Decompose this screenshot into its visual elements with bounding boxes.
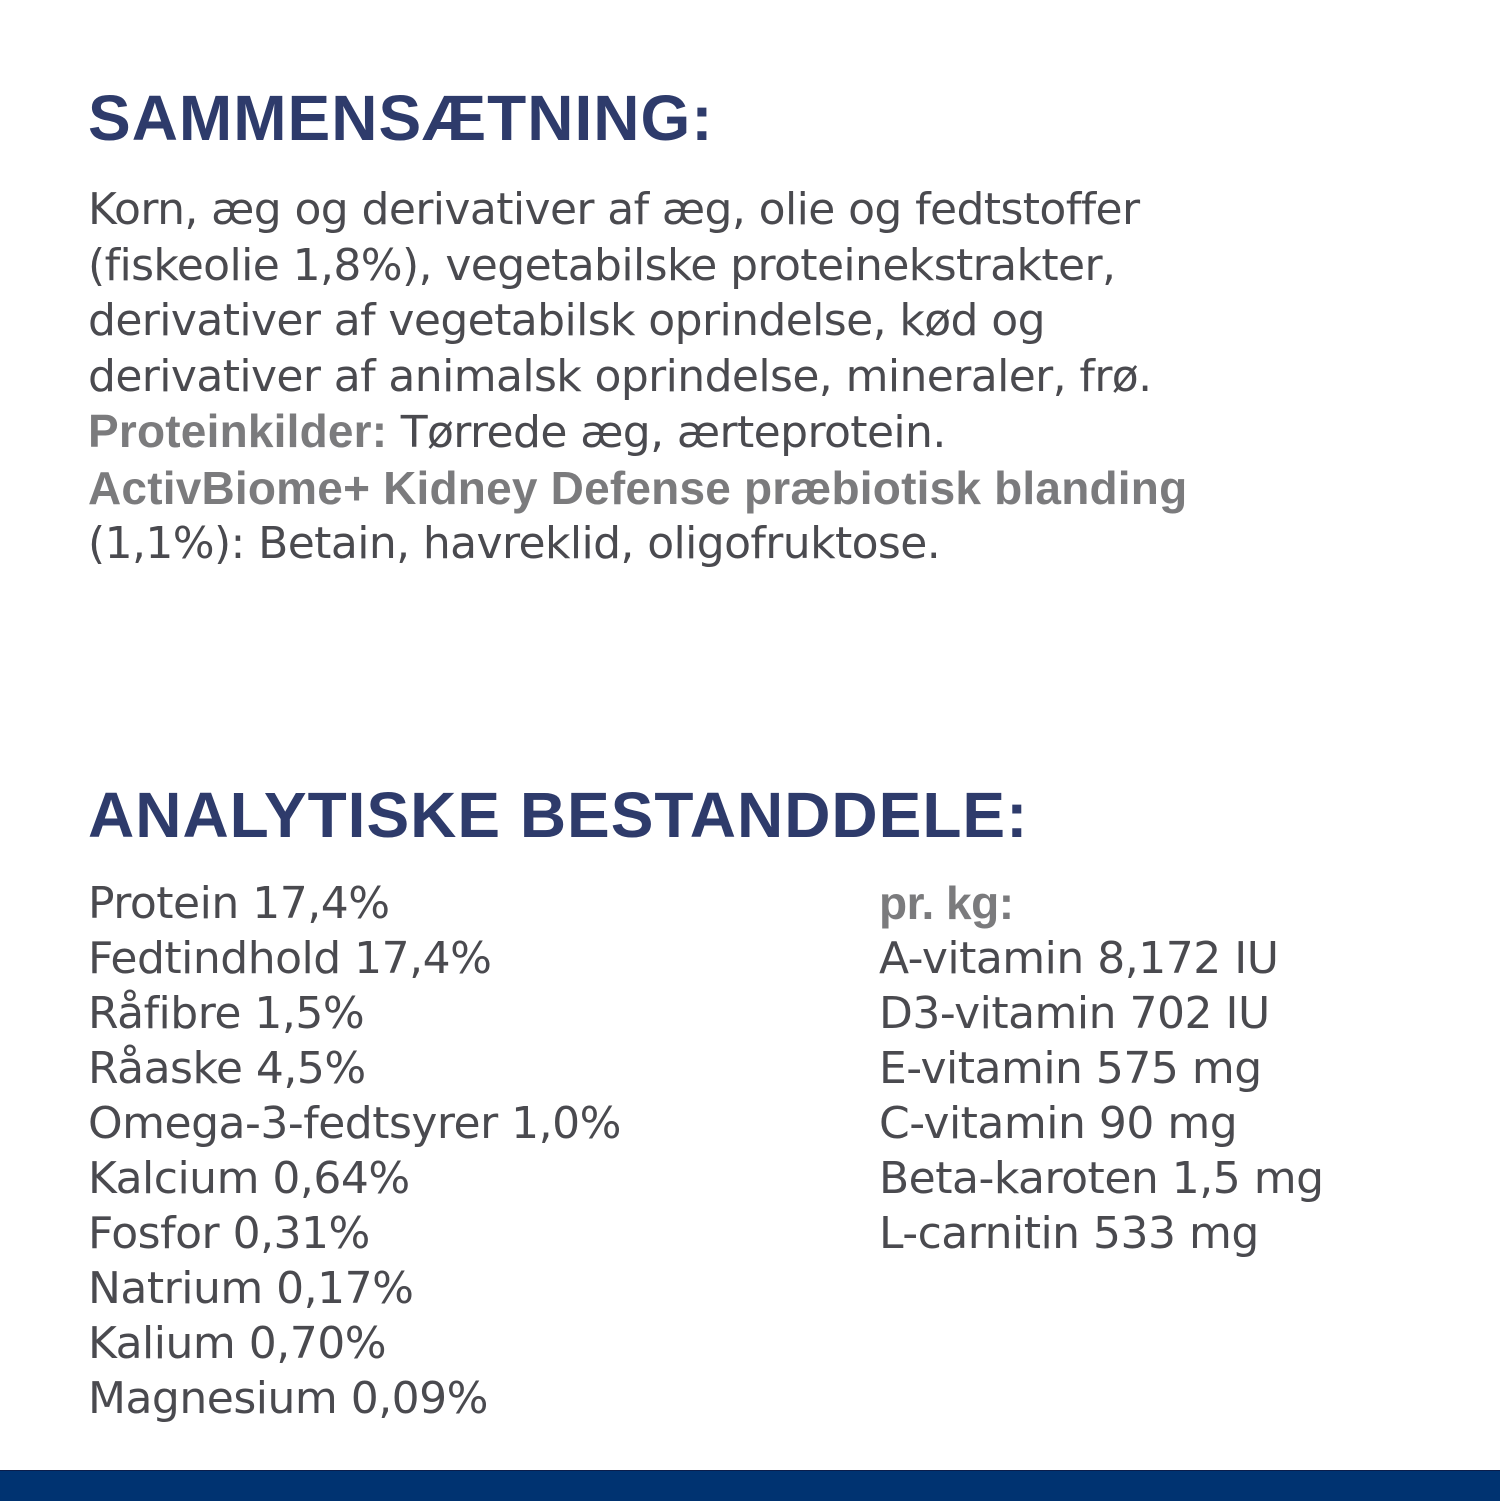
protein-sources-text: Tørrede æg, ærteprotein. bbox=[387, 407, 946, 458]
vitamin-item: D3-vitamin 702 IU bbox=[879, 988, 1270, 1039]
per-kg-label: pr. kg: bbox=[879, 877, 1014, 929]
vitamin-item: L-carnitin 533 mg bbox=[879, 1208, 1259, 1259]
analytical-left-list bbox=[88, 876, 621, 1426]
vitamin-item: A-vitamin 8,172 IU bbox=[879, 933, 1279, 984]
analytical-item: Magnesium 0,09% bbox=[88, 1373, 488, 1424]
analytical-item: Råfibre 1,5% bbox=[88, 988, 365, 1039]
analytical-item: Kalium 0,70% bbox=[88, 1318, 387, 1369]
protein-sources-label: Proteinkilder: bbox=[88, 405, 388, 457]
analytical-item: Kalcium 0,64% bbox=[88, 1153, 410, 1204]
analytical-item: Natrium 0,17% bbox=[88, 1263, 414, 1314]
composition-heading: SAMMENSÆTNING: bbox=[88, 82, 714, 154]
vitamin-item: C-vitamin 90 mg bbox=[879, 1098, 1238, 1149]
analytical-constituents-heading: ANALYTISKE BESTANDDELE: bbox=[88, 779, 1029, 851]
composition-line: Korn, æg og derivativer af æg, olie og fedtstoffer bbox=[88, 184, 1140, 235]
footer-color-bar bbox=[0, 1470, 1500, 1501]
vitamin-item: Beta-karoten 1,5 mg bbox=[879, 1153, 1324, 1204]
composition-line: derivativer af vegetabilsk oprindelse, kød og bbox=[88, 295, 1045, 346]
protein-sources-line bbox=[88, 404, 1428, 461]
prebiotic-text: (1,1%): Betain, havreklid, oligofruktose. bbox=[88, 518, 941, 569]
prebiotic-label: ActivBiome+ Kidney Defense præbiotisk blanding bbox=[88, 461, 1188, 514]
analytical-item: Råaske 4,5% bbox=[88, 1043, 366, 1094]
analytical-item: Omega-3-fedtsyrer 1,0% bbox=[88, 1098, 621, 1149]
vitamin-item: E-vitamin 575 mg bbox=[879, 1043, 1262, 1094]
composition-line: (fiskeolie 1,8%), vegetabilske proteinekstrakter, bbox=[88, 239, 1116, 291]
analytical-item: Fosfor 0,31% bbox=[88, 1208, 370, 1259]
analytical-item: Protein 17,4% bbox=[88, 878, 390, 929]
analytical-right-list bbox=[879, 876, 1324, 1261]
composition-text-block bbox=[88, 182, 1428, 572]
composition-line: derivativer af animalsk oprindelse, mineraler, frø. bbox=[88, 350, 1152, 402]
analytical-item: Fedtindhold 17,4% bbox=[88, 933, 492, 984]
